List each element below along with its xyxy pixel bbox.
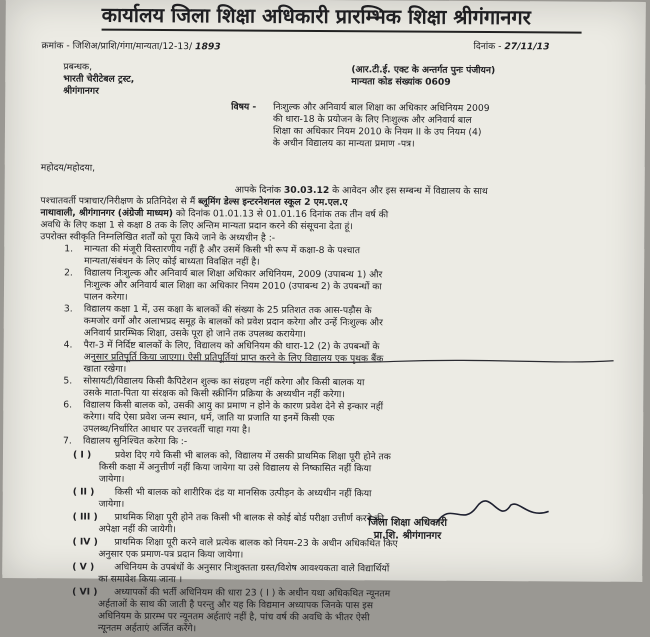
condition-number: 1. [64, 243, 74, 255]
subcondition-text: अर्हताओं के साथ की जाती है परन्तु और यह कि विद्यमान अध्यापक जिनके पास इस [98, 598, 373, 612]
application-date: 30.03.12 [283, 184, 330, 197]
condition-text: विद्यालय निःशुल्क और अनिवार्य बाल शिक्षा अधिकार अधिनियम, 2009 (उपाबन्ध 1) और [84, 267, 383, 281]
subcondition-text: किसी भी बालक को शारीरिक दंड या मानसिक उत्पीड़न के अध्यधीन नहीं किया [114, 486, 372, 500]
subcondition-number: ( V ) [72, 561, 95, 573]
school-name-cont: नाथावाली, श्रीगंगानगर (अंग्रेजी माध्यम) [40, 207, 173, 220]
condition-text: विद्यालय सुनिश्चित करेगा कि :- [83, 435, 188, 448]
office-title: कार्यालय जिला शिक्षा अधिकारी प्रारम्भिक शिक्षा श्रीगंगानगर [101, 2, 531, 30]
subject-line: शिक्षा का अधिकार नियम 2010 के नियम II के उप नियम (4) [272, 125, 482, 138]
subcondition-number: ( IV ) [72, 536, 98, 548]
subcondition-text: प्राथमिक शिक्षा पूरी होने तक किसी भी बालक से कोई बोर्ड परीक्षा उत्तीर्ण करने की [114, 511, 385, 525]
condition-text: कमजोर वर्गों और अलाभप्रद समूह के बालकों को प्रवेश प्रदान करेगा और उन्हें निःशुल्क और [83, 315, 383, 329]
salutation: महोदय/महोदया, [40, 162, 96, 174]
intro-text: पश्चातवर्ती पत्राचार/निरीक्षण के प्रतिनिदेश से मैं [40, 195, 199, 208]
subcondition-text: जायेगा। [98, 473, 125, 485]
intro-text: के आवेदन और इस सम्बन्ध में विद्यालय के साथ [329, 185, 488, 197]
condition-text: मान्यता/संबंधन के लिए कोई बाध्यता विवक्षित नहीं है। [84, 255, 260, 268]
subject-line: के अधीन विद्यालय का मान्यता प्रमाण -पत्र। [272, 137, 415, 150]
condition-number: 7. [63, 435, 72, 447]
subcondition-text: जायेगा। [98, 498, 125, 510]
condition-text: मान्यता की मंजूरी विस्तारणीय नहीं है और उसमें किसी भी रूप में कक्षा-8 के पश्चात [84, 243, 361, 257]
condition-number: 4. [63, 339, 73, 351]
condition-number: 2. [64, 267, 73, 279]
addressee-city: श्रीगंगानगर [63, 85, 99, 97]
signatory-office: प्रा.शि. श्रीगंगानगर [373, 530, 442, 542]
condition-text: पैरा-3 में निर्दिष्ट बालकों के लिए, विद्यालय को अधिनियम की धारा-12 (2) के उपबन्धों के [83, 339, 380, 353]
subcondition-number: ( VI ) [72, 586, 98, 598]
subcondition-number: ( II ) [72, 486, 95, 498]
subcondition-text: अनुसार एक प्रमाण-पत्र प्रदान किया जायेगा। [98, 548, 244, 561]
condition-text: विद्यालय कक्षा 1 में, उस कक्षा के बालकों की संख्या के 25 प्रतिशत तक आस-पड़ौस के [83, 303, 372, 317]
subcondition-text: का समावेश किया जाना । [98, 573, 183, 586]
reference-line [41, 40, 220, 53]
school-name: ब्लूमिंग डेल्स इन्टरनेशनल स्कूल 2 एम.एल.ए [198, 196, 348, 209]
document-page [2, 0, 646, 635]
condition-text: खाता रखेगा। [83, 363, 127, 375]
condition-text: उपलब्ध/निर्धारित आधार पर उत्तरवर्ती चाहा गया है। [83, 423, 251, 436]
subject-line: निःशुल्क और अनिवार्य बाल शिक्षा का अधिकार अधिनियम 2009 [273, 101, 490, 115]
condition-text: अनिवार्य प्रारम्भिक शिक्षा, उसके पूरा हो जाने तक उपलब्ध करायेगा। [83, 327, 306, 340]
reference-number: 1893 [195, 41, 221, 53]
date-value: 27/11/13 [504, 41, 550, 53]
condition-number: 3. [63, 303, 73, 315]
subcondition-text: अपेक्षा नहीं की जायेगी। [98, 523, 176, 536]
condition-text: अनुसार प्रतिपूर्ति किया जाएगा। ऐसी प्रतिपूर्तियां प्राप्त करने के लिए विद्यालय एक पृथक बैंक [83, 351, 384, 365]
condition-text: निःशुल्क और अनिवार्य बाल शिक्षा का अधिकार नियम 2010 (उपाबन्ध 2) के उपबन्धों का [83, 279, 382, 293]
subcondition-number: ( I ) [72, 449, 92, 461]
addressee-org: भारती चेरीटेबल ट्रस्ट, [63, 73, 135, 85]
subcondition-text: प्राथमिक शिक्षा पूरी करने वाले प्रत्येक बालक को नियम-23 के अधीन अधिकथित किए [114, 536, 398, 550]
condition-text: उसके माता-पिता या संरक्षक को किसी स्क्रीनिंग प्रक्रिया के अध्यधीन नहीं करेगा। [83, 387, 345, 401]
intro-text: को दिनांक 01.01.13 से 01.01.16 दिनांक तक तीन वर्ष की [172, 208, 389, 221]
addressee-role: प्रबन्धक, [63, 61, 93, 73]
subcondition-text: अध्यापकों की भर्ती अधिनियम की धारा 23 ( I ) के अधीन यथा अधिकथित न्यूनतम [114, 586, 391, 600]
date-line [473, 41, 549, 53]
reference-prefix: क्रमांक - जिशिअ/प्राशि/गंगा/मान्यता/12-13/ [41, 40, 193, 53]
condition-number: 5. [63, 375, 73, 387]
condition-text: विद्यालय किसी बालक को, उसकी आयु का प्रमाण न होने के कारण प्रवेश देने से इन्कार नहीं [83, 399, 384, 413]
recognition-code: मान्यता कोड संख्यांक 0609 [351, 76, 451, 88]
subcondition-text: अधिनियम के उपबंधों के अनुसार निःशुक्तता ग्रस्त/विशेष आवश्यकता वाले विद्यार्थियों [114, 561, 390, 575]
intro-line-2 [41, 195, 348, 208]
intro-line-1 [235, 184, 488, 197]
registration-note: (आर.टी.ई. एक्ट के अन्तर्गत पुनः पंजीयन) [351, 64, 496, 77]
subject-line: की धारा-18 के प्रयोजन के लिए निःशुल्क और अनिवार्य बाल [273, 113, 472, 126]
condition-text: करेगा। यदि ऐसा प्रवेश जन्म स्थान, धर्म, जाति या प्रजाति या इनमें किसी एक [83, 411, 335, 425]
subcondition-text: अधिनियम के प्रारम्भ पर न्यूनतम अर्हताएं नहीं है, पांच वर्ष की अवधि के भीतर ऐसी [97, 610, 370, 624]
subcondition-text: न्यूनतम अर्हताएं अर्जित करेंगे। [97, 622, 197, 635]
intro-text: आपके दिनांक [234, 184, 284, 196]
title-underline [102, 29, 582, 34]
signature-block [332, 516, 482, 561]
subcondition-number: ( III ) [72, 511, 98, 523]
intro-line-4: अवधि के लिए कक्षा 1 से कक्षा 8 तक के लिए अन्तिम मान्यता प्रदान करने की संसूचना देता हूं। [40, 219, 353, 233]
condition-text: सोसायटी/विद्यालय किसी कैपिटेशन शुल्क का संग्रहण नहीं करेगा और किसी बालक या [83, 375, 365, 389]
condition-text: पालन करेगा। [83, 291, 128, 303]
condition-number: 6. [63, 399, 73, 411]
subject-label: विषय - [231, 101, 257, 113]
subcondition-text: प्रवेश दिए गये किसी भी बालक को, विद्यालय में उसकी प्राथमिक शिक्षा पूरी होने तक [114, 449, 391, 463]
handwritten-strike [93, 352, 613, 375]
intro-line-5: उपरोक्त स्वीकृति निम्नलिखित शर्तों को पूरा किये जाने के अध्यधीन है :- [40, 231, 276, 244]
date-label: दिनांक - [473, 40, 502, 53]
signatory-title: जिला शिक्षा अधिकारी [368, 517, 448, 529]
subcondition-text: किसी कक्षा में अनुत्तीर्ण नहीं किया जायेगा या उसे विद्यालय से निष्कासित नहीं किया [98, 461, 372, 475]
